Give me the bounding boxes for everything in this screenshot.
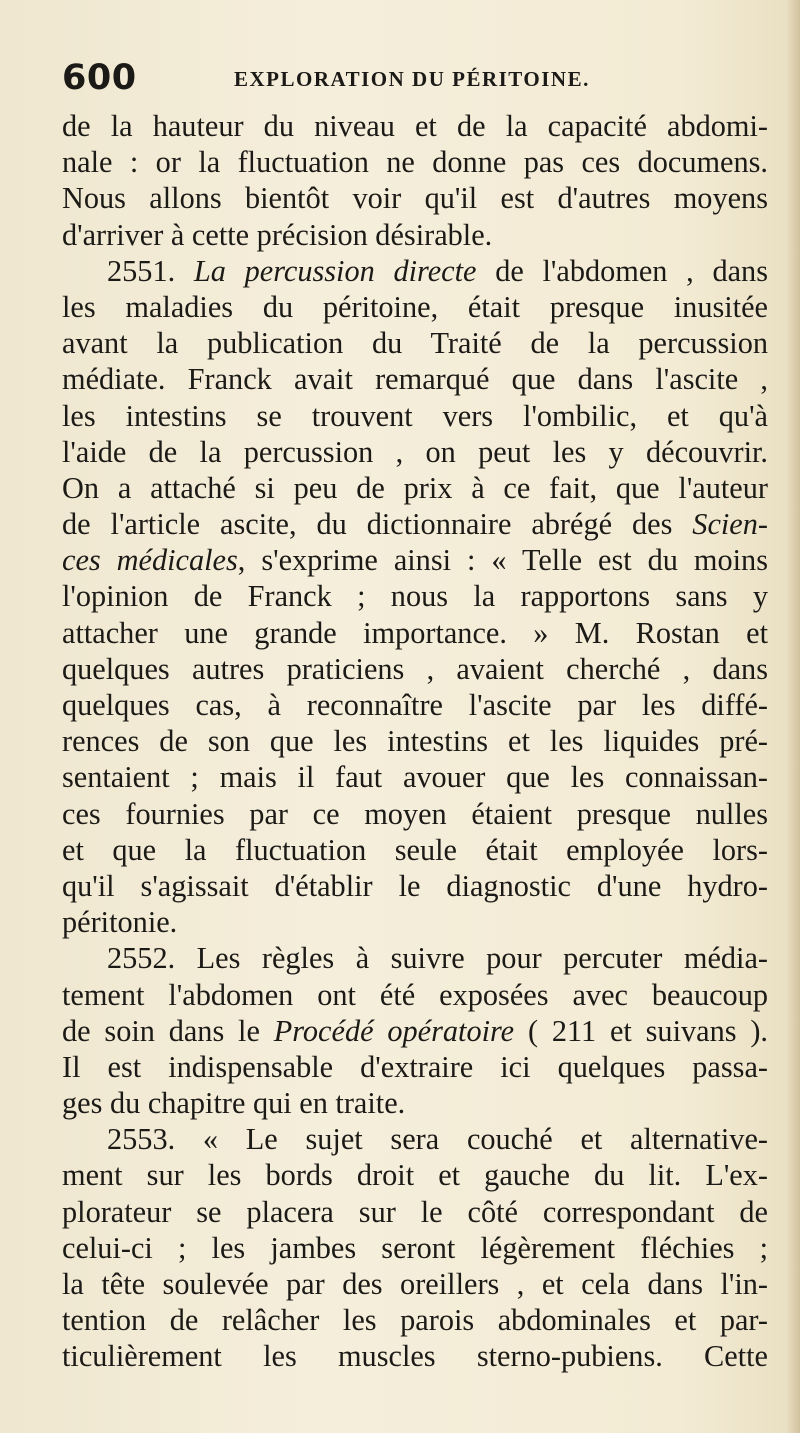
text-run: l'aide de la percussion , on peut les y découvrir.	[62, 434, 768, 469]
text-line	[62, 1049, 768, 1085]
text-run: médiate. Franck avait remarqué que dans l'ascite ,	[62, 362, 768, 397]
text-run: , s'exprime ainsi : « Telle est du moins	[237, 543, 768, 578]
text-line	[62, 796, 768, 832]
text-line	[62, 434, 768, 470]
page-header	[62, 56, 762, 100]
text-line	[62, 144, 768, 180]
text-run: Il est indispensable d'extraire ici quelques passa-	[62, 1049, 768, 1084]
text-run: les intestins se trouvent vers l'ombilic, et qu'à	[62, 398, 768, 433]
page-edge-shadow	[786, 0, 800, 1433]
text-run: 2552. Les règles à suivre pour percuter média-	[107, 941, 768, 976]
text-line	[62, 615, 768, 651]
text-line	[62, 1338, 768, 1374]
text-run: nale : or la fluctuation ne donne pas ces documens.	[62, 145, 768, 180]
text-run: péritonie.	[62, 905, 178, 940]
text-run: plorateur se placera sur le côté correspondant de	[62, 1194, 768, 1229]
page-number: 600	[62, 58, 137, 98]
text-run: rences de son que les intestins et les liquides pré-	[62, 724, 768, 759]
text-line	[62, 904, 768, 940]
text-run: tention de relâcher les parois abdominales et par-	[62, 1303, 768, 1338]
text-run: ment sur les bords droit et gauche du lit. L'ex-	[62, 1158, 768, 1193]
text-line	[62, 687, 768, 723]
text-line	[62, 180, 768, 216]
text-run: de l'article ascite, du dictionnaire abrégé des	[62, 507, 693, 542]
text-run: On a attaché si peu de prix à ce fait, que l'auteur	[62, 470, 768, 505]
text-line	[62, 1302, 768, 1338]
text-line	[62, 1157, 768, 1193]
text-run: de soin dans le	[62, 1013, 274, 1048]
italic-text: Scien-	[692, 507, 768, 542]
text-line	[62, 542, 768, 578]
text-line	[62, 289, 768, 325]
text-run: avant la publication du Traité de la percussion	[62, 326, 768, 361]
text-run: celui-ci ; les jambes seront légèrement fléchies ;	[62, 1230, 768, 1265]
text-run: sentaient ; mais il faut avouer que les connaissan-	[62, 760, 768, 795]
text-run: qu'il s'agissait d'établir le diagnostic d'une hydro-	[62, 868, 768, 903]
text-run: d'arriver à cette précision désirable.	[62, 217, 493, 252]
text-run: de la hauteur du niveau et de la capacité abdomi-	[62, 109, 768, 143]
text-line	[62, 398, 768, 434]
italic-text: Procédé opératoire	[273, 1013, 515, 1048]
text-run: la tête soulevée par des oreillers , et cela dans l'in-	[62, 1267, 768, 1301]
text-run: tement l'abdomen ont été exposées avec beaucoup	[62, 977, 768, 1012]
text-line	[62, 940, 768, 976]
text-line	[62, 1085, 768, 1121]
text-line	[62, 506, 768, 542]
text-run: ( 211 et suivans ).	[514, 1013, 769, 1048]
text-run: quelques autres praticiens , avaient cherché , dans	[62, 651, 768, 686]
text-run: 2551.	[107, 253, 194, 288]
text-line	[62, 217, 768, 253]
text-run: l'opinion de Franck ; nous la rapportons sans y	[62, 579, 768, 614]
body-text	[62, 108, 768, 1375]
text-line	[62, 253, 768, 289]
text-line	[62, 325, 768, 361]
text-line	[62, 1230, 768, 1266]
text-line	[62, 759, 768, 795]
text-line	[62, 868, 768, 904]
text-line	[62, 977, 768, 1013]
text-run: Nous allons bientôt voir qu'il est d'autres moyens	[62, 181, 768, 216]
text-run: et que la fluctuation seule était employée lors-	[62, 832, 768, 867]
text-line	[62, 1121, 768, 1157]
text-run: attacher une grande importance. » M. Rostan et	[62, 615, 768, 650]
text-line	[62, 578, 768, 614]
text-line	[62, 1266, 768, 1302]
text-line	[62, 651, 768, 687]
text-run: les maladies du péritoine, était presque inusitée	[62, 289, 768, 324]
text-run: ges du chapitre qui en traite.	[62, 1086, 406, 1121]
text-run: ces fournies par ce moyen étaient presque nulles	[62, 796, 768, 831]
text-line	[62, 361, 768, 397]
italic-text: La percussion directe	[193, 253, 477, 288]
running-head: EXPLORATION DU PÉRITOINE.	[234, 67, 590, 91]
text-run: quelques cas, à reconnaître l'ascite par les diffé-	[62, 688, 768, 722]
text-line	[62, 1194, 768, 1230]
text-run: de l'abdomen , dans	[476, 253, 768, 288]
text-line	[62, 723, 768, 759]
text-line	[62, 470, 768, 506]
text-line	[62, 108, 768, 144]
italic-text: ces médicales	[62, 543, 238, 578]
text-line	[62, 1013, 768, 1049]
text-run: ticulièrement les muscles sterno-pubiens. Cette	[62, 1339, 768, 1374]
text-run: 2553. « Le sujet sera couché et alternative-	[107, 1122, 768, 1157]
text-line	[62, 832, 768, 868]
